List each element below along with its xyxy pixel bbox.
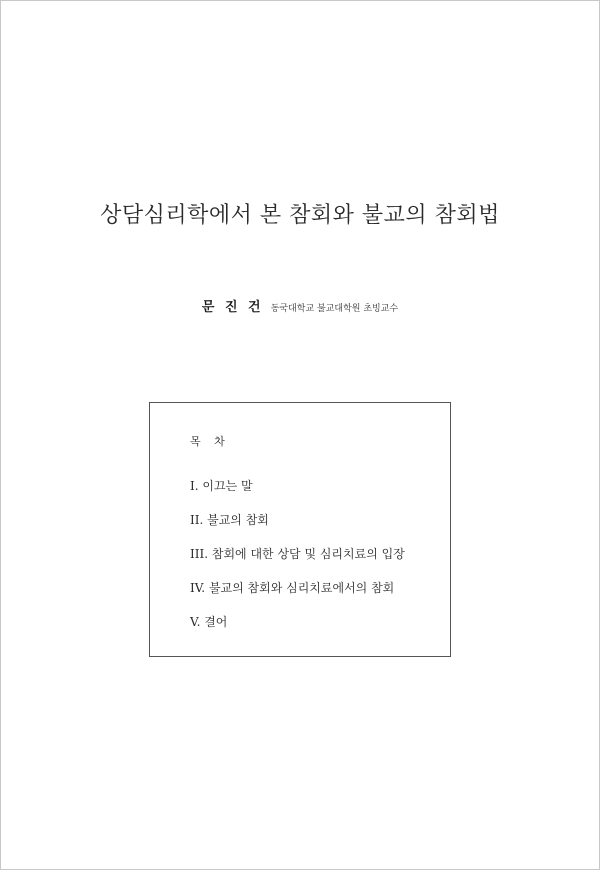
author-name: 문 진 건 xyxy=(201,300,264,315)
table-of-contents xyxy=(149,402,451,657)
paper-title: 상담심리학에서 본 참회와 불교의 참회법 xyxy=(100,203,500,228)
toc-item: I. 이끄는 말 xyxy=(190,479,253,493)
author-line xyxy=(0,296,600,315)
toc-item: II. 불교의 참회 xyxy=(190,513,269,527)
toc-item: V. 결어 xyxy=(190,615,228,629)
toc-item: III. 참회에 대한 상담 및 심리치료의 입장 xyxy=(190,547,405,561)
author-affiliation: 동국대학교 불교대학원 초빙교수 xyxy=(270,304,399,314)
toc-item: IV. 불교의 참회와 심리치료에서의 참회 xyxy=(190,581,395,595)
toc-list xyxy=(190,469,405,639)
toc-heading: 목 차 xyxy=(190,435,230,448)
